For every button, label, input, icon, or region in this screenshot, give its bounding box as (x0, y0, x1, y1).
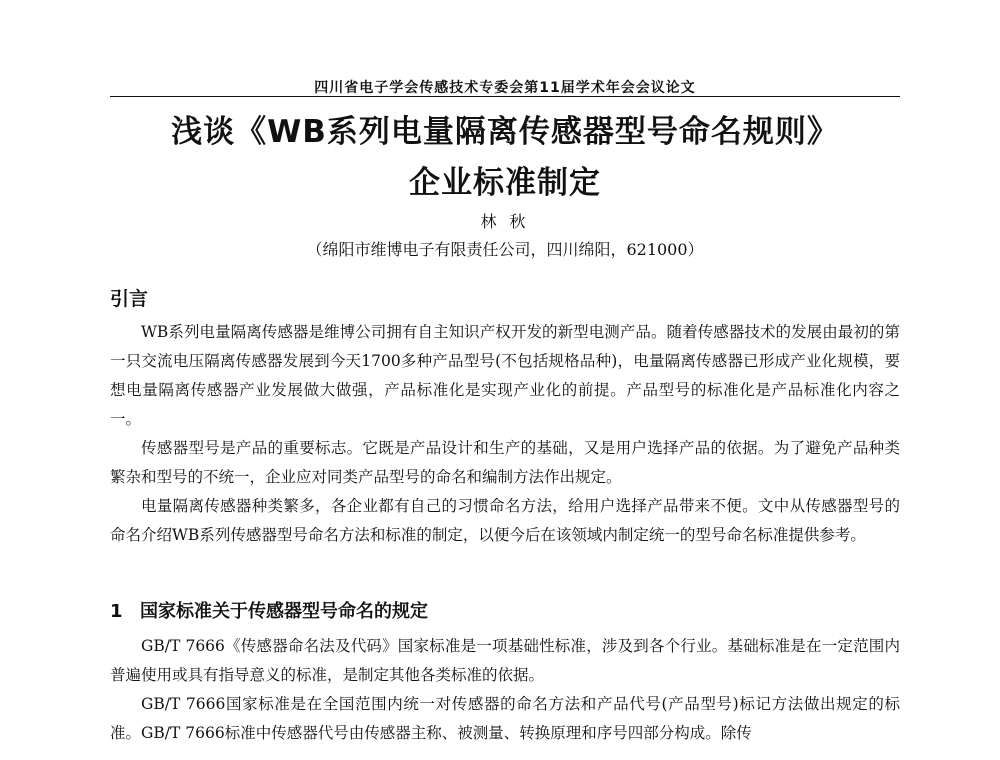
intro-paragraph-1: WB系列电量隔离传感器是维博公司拥有自主知识产权开发的新型电测产品。随着传感器技术的发展由最初的第一只交流电压隔离传感器发展到今天1700多种产品型号(不包括规格品种)，电量隔离传感器已形成产业化规模，要想电量隔离传感器产业发展做大做强，产品标准化是实现产业化的前提。产品型号的标准化是产品标准化内容之一。 (110, 323, 900, 428)
author-affiliation: （绵阳市维博电子有限责任公司，四川绵阳，621000） (306, 240, 704, 259)
section-1-heading (110, 597, 428, 623)
header-rule (110, 96, 900, 97)
section-1-paragraph-2: GB/T 7666国家标准是在全国范围内统一对传感器的命名方法和产品代号(产品型号)标记方法做出规定的标准。GB/T 7666标准中传感器代号由传感器主称、被测量、转换原理和序号四部分构成。除传 (110, 695, 900, 742)
paper-title-line-2: 企业标准制定 (409, 165, 601, 201)
intro-paragraph-3: 电量隔离传感器种类繁多，各企业都有自己的习惯命名方法，给用户选择产品带来不便。文中从传感器型号的命名介绍WB系列传感器型号命名方法和标准的制定，以便今后在该领域内制定统一的型号命名标准提供参考。 (110, 497, 900, 544)
running-header: 四川省电子学会传感技术专委会第11届学术年会会议论文 (314, 80, 696, 96)
section-1-paragraph-1: GB/T 7666《传感器命名法及代码》国家标准是一项基础性标准，涉及到各个行业。基础标准是在一定范围内普遍使用或具有指导意义的标准，是制定其他各类标准的依据。 (110, 637, 900, 684)
paper-title-line-1: 浅谈《WB系列电量隔离传感器型号命名规则》 (171, 114, 839, 150)
intro-paragraph-2: 传感器型号是产品的重要标志。它既是产品设计和生产的基础，又是用户选择产品的依据。为了避免产品种类繁杂和型号的不统一，企业应对同类产品型号的命名和编制方法作出规定。 (110, 439, 900, 486)
section-1-number: 1 (110, 601, 123, 622)
section-1-title: 国家标准关于传感器型号命名的规定 (140, 601, 428, 622)
intro-heading: 引言 (110, 288, 149, 310)
author-name: 林 秋 (480, 212, 530, 231)
